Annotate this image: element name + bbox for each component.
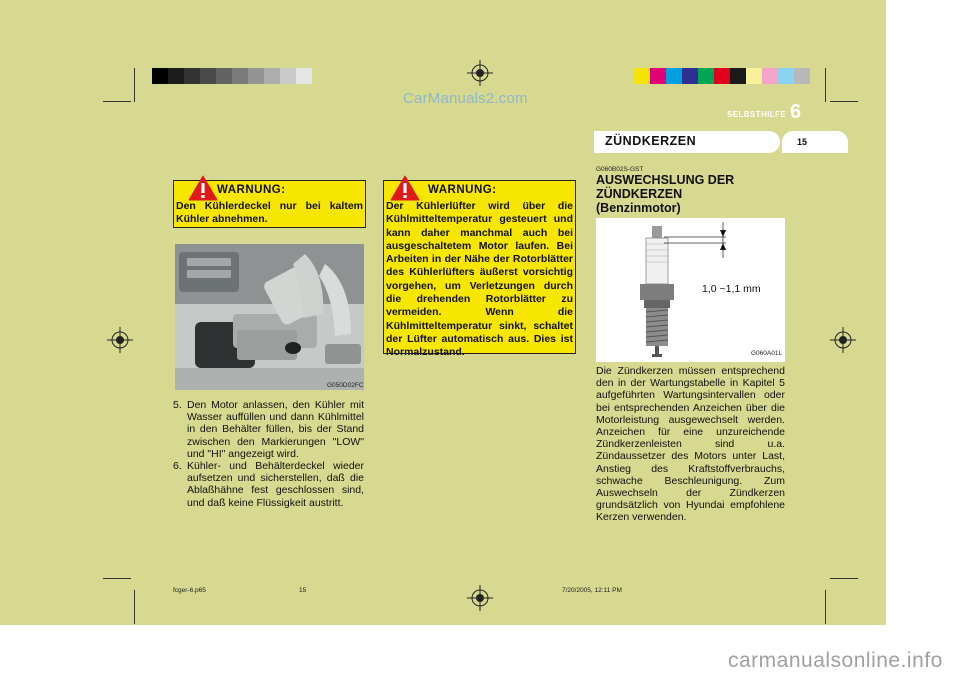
photo-caption: G050D02FC bbox=[327, 382, 364, 389]
footer-filename: fcger-6.p65 bbox=[173, 587, 206, 594]
step-item bbox=[173, 399, 364, 460]
body-paragraph: Die Zündkerzen müssen entsprechend den in der Wartungstabelle in Kapitel 5 aufgeführten Wartungsintervallen oder bei entsprechenden Anzeichen über die Motorleistung ausgewechselt werden. Anzeichen für eine unzureichende Zündkerzenleisten sind u.a. Zündaussetzer des Motors unter Last, Anstieg des Kraftstoffverbrauchs, schwache Beschleunigung. Zum Auswechseln der Zündkerzen grundsätzlich von Hyundai empfohlene Kerzen verwenden. bbox=[596, 365, 785, 524]
warning-title: WARNUNG: bbox=[217, 184, 286, 196]
gap-dimension-label: 1,0 ~1,1 mm bbox=[702, 283, 761, 295]
diagram-caption: G060A01L bbox=[751, 350, 783, 357]
registration-target-icon bbox=[107, 327, 133, 353]
warning-text: Der Kühlerlüfter wird über die Kühlmitteltemperatur gesteuert und kann daher manchmal auch bei ausgeschaltetem Motor laufen. Bei Arbeiten in der Nähe der Rotorblätter des Kühlerlüfters äußerst vorsichtig vorgehen, um Verletzungen durch die drehenden Rotorblätter zu vermeiden. Wenn die Kühlmitteltemperatur sinkt, schaltet der Lüfter automatisch aus. Dies ist Normalzustand. bbox=[386, 200, 573, 359]
footer-page: 15 bbox=[299, 587, 307, 594]
section-code: G060B02S-GST bbox=[596, 166, 644, 173]
chapter-number: 6 bbox=[790, 101, 802, 123]
section-label: SELBSTHILFE bbox=[727, 110, 787, 119]
watermark-top[interactable]: CarManuals2.com bbox=[403, 90, 528, 107]
crop-mark bbox=[825, 590, 826, 624]
step-text: Kühler- und Behälterdeckel wieder aufsetzen und sicherstellen, daß die Ablaßhähne fest geschlossen sind, und daß keine Flüssigkeit austritt. bbox=[187, 460, 364, 509]
registration-target-icon bbox=[467, 60, 493, 86]
registration-target-icon bbox=[467, 585, 493, 611]
page-number: 15 bbox=[797, 137, 808, 147]
warning-triangle-icon bbox=[188, 175, 218, 201]
crop-mark bbox=[103, 101, 131, 102]
heading-line: ZÜNDKERZEN bbox=[596, 187, 683, 201]
heading-line: (Benzinmotor) bbox=[596, 201, 681, 215]
crop-mark bbox=[134, 590, 135, 624]
heading-line: AUSWECHSLUNG DER bbox=[596, 173, 735, 187]
step-number: 5. bbox=[173, 399, 182, 411]
engine-coolant-photo bbox=[175, 244, 364, 390]
color-registration-bar bbox=[634, 68, 810, 84]
section-title: ZÜNDKERZEN bbox=[605, 134, 697, 148]
warning-text: Den Kühlerdeckel nur bei kaltem Kühler abnehmen. bbox=[176, 200, 363, 226]
section-heading bbox=[596, 173, 786, 215]
crop-mark bbox=[830, 101, 858, 102]
step-number: 6. bbox=[173, 460, 182, 473]
spark-plug-gap-diagram bbox=[596, 218, 785, 362]
crop-mark bbox=[103, 578, 131, 579]
watermark-bottom[interactable]: carmanualsonline.info bbox=[728, 649, 943, 672]
warning-title: WARNUNG: bbox=[428, 184, 497, 196]
crop-mark bbox=[134, 68, 135, 102]
crop-mark bbox=[830, 578, 858, 579]
grayscale-registration-bar bbox=[152, 68, 312, 84]
step-text: Den Motor anlassen, den Kühler mit Wasser auffüllen und dann Kühlmittel in den Behälter füllen, bis der Stand zwischen den Markierungen "LOW" und "HI" angezeigt wird. bbox=[187, 399, 364, 460]
instruction-steps bbox=[173, 399, 364, 509]
warning-triangle-icon bbox=[390, 175, 420, 201]
warning-box-cooling-fan bbox=[383, 180, 576, 359]
step-item bbox=[173, 460, 364, 509]
page-number-tab bbox=[782, 131, 848, 153]
crop-mark bbox=[825, 68, 826, 102]
footer-timestamp: 7/20/2005, 12:11 PM bbox=[562, 587, 622, 594]
warning-box-radiator-cap bbox=[173, 180, 366, 228]
registration-target-icon bbox=[830, 327, 856, 353]
